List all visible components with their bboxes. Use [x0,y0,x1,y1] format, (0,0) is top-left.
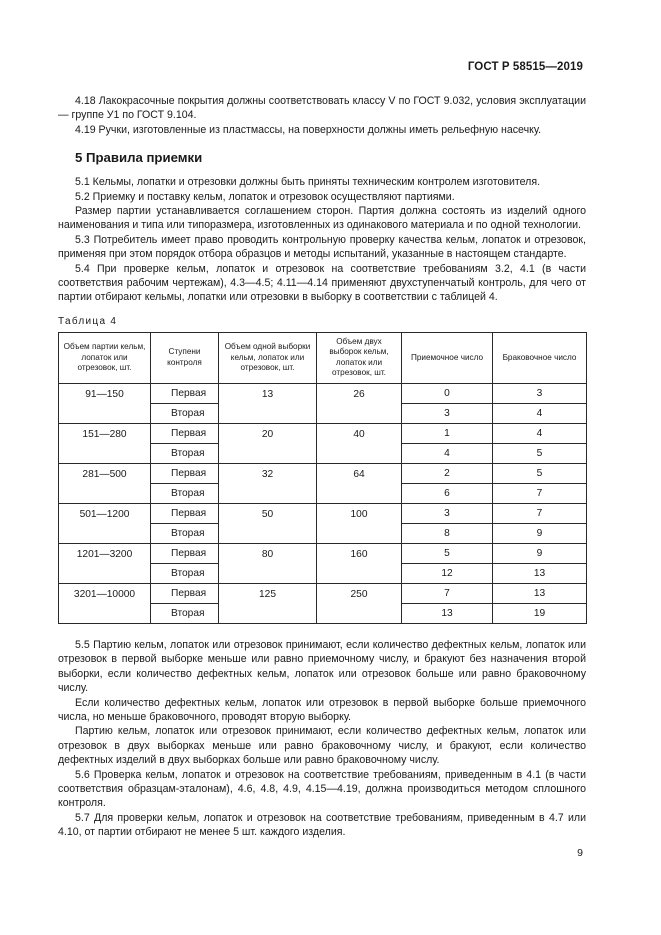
table-row [59,423,587,443]
stage-cell: Первая [151,383,219,403]
stage-cell: Первая [151,423,219,443]
rejection-cell: 3 [493,383,587,403]
lot-size-cell: 151—280 [59,423,151,463]
lot-size-cell: 3201—10000 [59,583,151,623]
rejection-cell: 5 [493,463,587,483]
paragraph-5-1: 5.1 Кельмы, лопатки и отрезовки должны быть приняты техническим контролем изготовителя. [75,176,541,189]
acceptance-cell: 3 [402,403,493,423]
table-header-row [59,332,587,383]
paragraph-5-2: 5.2 Приемку и поставку кельм, лопаток и отрезовок осуществляют партиями. [75,190,455,203]
acceptance-cell: 0 [402,383,493,403]
rejection-cell: 7 [493,503,587,523]
stage-cell: Первая [151,583,219,603]
paragraph-two-samples-decision: Партию кельм, лопаток или отрезовок принимают, если количество дефектных кельм, лопаток или отрезовок в двух выборках меньше или равно браковочному числу, и бракуют, если количество дефектных изделий в двух выборках больше или равно браковочному числу. [58,725,586,767]
one-sample-cell: 32 [219,463,317,503]
rejection-cell: 19 [493,603,587,623]
rejection-cell: 4 [493,403,587,423]
two-samples-cell: 40 [317,423,402,463]
acceptance-cell: 2 [402,463,493,483]
acceptance-cell: 6 [402,483,493,503]
two-samples-cell: 250 [317,583,402,623]
paragraph-4-19: 4.19 Ручки, изготовленные из пластмассы, на поверхности должны иметь рельефную насечку. [75,123,542,136]
stage-cell: Вторая [151,603,219,623]
rejection-cell: 7 [493,483,587,503]
paragraph-5-6: 5.6 Проверка кельм, лопаток и отрезовок на соответствие требованиям, приведенным в 4.1 (в части соответствия образцам-эталонам), 4.6, 4.8, 4.9, 4.15—4.19, должна производиться методом сплошного контроля. [58,768,586,810]
paragraph-4-18: 4.18 Лакокрасочные покрытия должны соответствовать классу V по ГОСТ 9.032, условия эксплуатации — группе У1 по ГОСТ 9.104. [58,95,586,122]
stage-cell: Вторая [151,443,219,463]
one-sample-cell: 80 [219,543,317,583]
stage-cell: Вторая [151,563,219,583]
acceptance-cell: 13 [402,603,493,623]
table-row [59,503,587,523]
table-row [59,543,587,563]
header-one-sample: Объем одной выборки кельм, лопаток или отрезовок, шт. [219,332,317,383]
two-samples-cell: 26 [317,383,402,423]
two-samples-cell: 100 [317,503,402,543]
section-heading: 5 Правила приемки [75,150,203,166]
header-rejection-number: Браковочное число [493,332,587,383]
stage-cell: Первая [151,543,219,563]
acceptance-cell: 3 [402,503,493,523]
paragraph-5-4: 5.4 При проверке кельм, лопаток и отрезовок на соответствие требованиям 3.2, 4.1 (в части соответствия рабочим чертежам), 4.3—4.5; 4.11—4.14 применяют двухступенчатый контроль, для чего от партии отбирают кельмы, лопатки или отрезовки в выборку в соответствии с таблицей 4. [58,262,586,304]
lot-size-cell: 501—1200 [59,503,151,543]
one-sample-cell: 20 [219,423,317,463]
rejection-cell: 4 [493,423,587,443]
one-sample-cell: 50 [219,503,317,543]
one-sample-cell: 13 [219,383,317,423]
bottom-text [58,638,586,840]
table-row [59,383,587,403]
rejection-cell: 13 [493,563,587,583]
rejection-cell: 9 [493,543,587,563]
lot-size-cell: 91—150 [59,383,151,423]
stage-cell: Первая [151,463,219,483]
stage-cell: Вторая [151,403,219,423]
paragraph-lot-size: Размер партии устанавливается соглашением сторон. Партия должна состоять из изделий одного наименования и типа или типоразмера, изготовленных из одинакового материала и по одной технологии. [58,205,586,232]
stage-cell: Первая [151,503,219,523]
table-caption: Таблица 4 [58,315,118,327]
acceptance-cell: 5 [402,543,493,563]
paragraph-5-3: 5.3 Потребитель имеет право проводить контрольную проверку качества кельм, лопаток и отрезовок, применяя при этом порядок отбора образцов и методы испытаний, указанные в настоящем стандарте. [58,233,586,261]
two-samples-cell: 160 [317,543,402,583]
lot-size-cell: 281—500 [59,463,151,503]
rejection-cell: 13 [493,583,587,603]
acceptance-cell: 4 [402,443,493,463]
header-stage: Ступени контроля [151,332,219,383]
header-acceptance-number: Приемочное число [402,332,493,383]
acceptance-cell: 7 [402,583,493,603]
acceptance-cell: 8 [402,523,493,543]
sampling-table [58,332,587,624]
acceptance-cell: 12 [402,563,493,583]
page-content [58,94,586,840]
table-row [59,583,587,603]
paragraph-5-5: 5.5 Партию кельм, лопаток или отрезовок принимают, если количество дефектных кельм, лопаток или отрезовок в первой выборке меньше или равно приемочному числу, и бракуют без назначения второй выборки, если количество дефектных кельм, лопаток или отрезовок больше или равно браковочному числу. [58,638,586,695]
stage-cell: Вторая [151,483,219,503]
header-lot-size: Объем партии кельм, лопаток или отрезовок, шт. [59,332,151,383]
page-number: 9 [577,847,583,859]
two-samples-cell: 64 [317,463,402,503]
one-sample-cell: 125 [219,583,317,623]
rejection-cell: 5 [493,443,587,463]
paragraph-second-sample: Если количество дефектных кельм, лопаток или отрезовок в первой выборке больше приемочного числа, но меньше браковочного, проводят вторую выборку. [58,696,586,723]
rejection-cell: 9 [493,523,587,543]
lot-size-cell: 1201—3200 [59,543,151,583]
stage-cell: Вторая [151,523,219,543]
table-row [59,463,587,483]
paragraph-5-7: 5.7 Для проверки кельм, лопаток и отрезовок на соответствие требованиям, приведенным в 4.7 или 4.10, от партии отбирают не менее 5 шт. каждого изделия. [58,811,586,839]
header-two-samples: Объем двух выборок кельм, лопаток или отрезовок, шт. [317,332,402,383]
standard-designation: ГОСТ Р 58515—2019 [467,61,583,73]
acceptance-cell: 1 [402,423,493,443]
